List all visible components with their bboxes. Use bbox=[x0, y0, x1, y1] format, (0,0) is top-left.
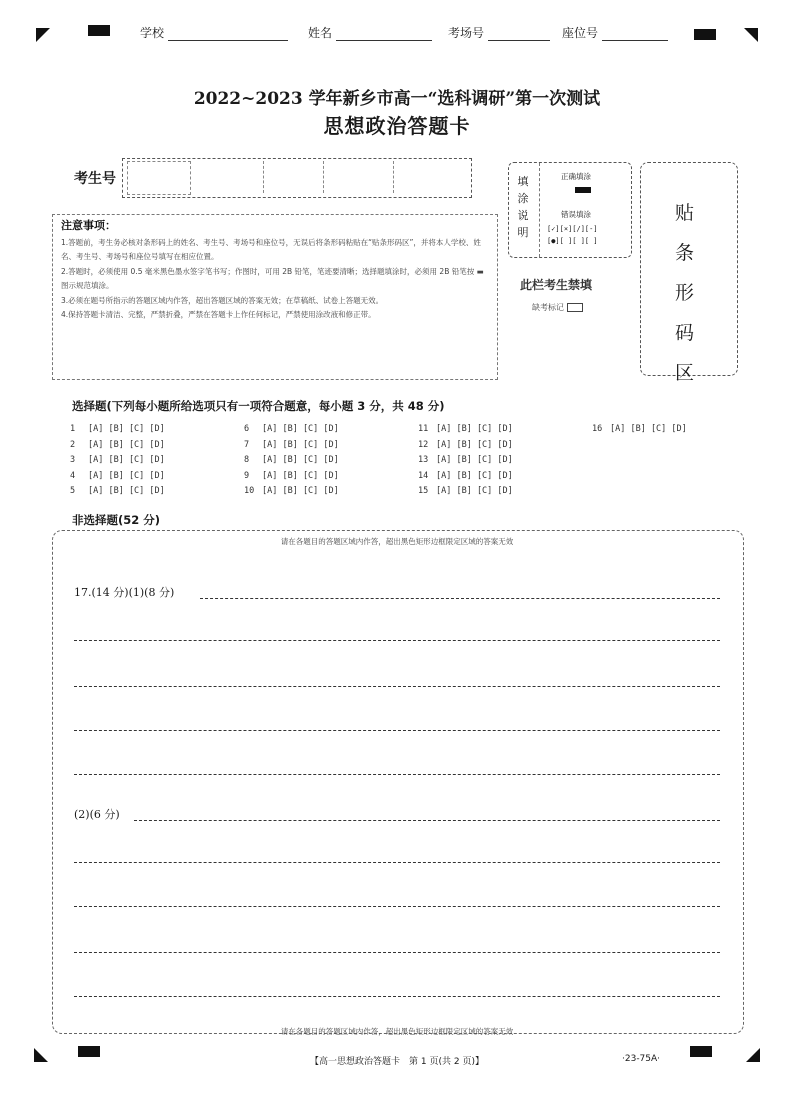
mc-options[interactable]: [A] [B] [C] [D] bbox=[436, 486, 513, 496]
mc-question-number: 13 bbox=[418, 455, 429, 465]
answer-line[interactable] bbox=[74, 952, 720, 953]
answer-line[interactable] bbox=[200, 598, 720, 599]
school-label: 学校 bbox=[140, 26, 165, 40]
mc-options[interactable]: [A] [B] [C] [D] bbox=[436, 470, 513, 481]
seat-blank[interactable] bbox=[602, 40, 668, 41]
mc-question-13[interactable] bbox=[418, 455, 513, 465]
barcode-char: 码 bbox=[675, 322, 695, 344]
mc-section-title: 选择题(下列每小题所给选项只有一项符合题意，每小题 3 分，共 48 分) bbox=[72, 399, 445, 413]
correct-fill-label: 正确填涂 bbox=[561, 172, 591, 181]
corner-mark-top-right bbox=[744, 28, 758, 42]
mc-question-12[interactable] bbox=[418, 440, 513, 450]
mc-question-7[interactable] bbox=[244, 440, 339, 450]
mc-options[interactable]: [A] [B] [C] [D] bbox=[88, 470, 165, 481]
mc-question-number: 4 bbox=[70, 470, 76, 481]
candidate-number-label: 考生号 bbox=[74, 171, 116, 187]
mc-question-number: 8 bbox=[244, 455, 250, 465]
fill-instructions-char: 填 bbox=[517, 175, 529, 188]
mc-question-number: 10 bbox=[244, 486, 255, 496]
mc-options[interactable]: [A] [B] [C] [D] bbox=[262, 424, 339, 434]
answer-line[interactable] bbox=[74, 862, 720, 863]
answer-line[interactable] bbox=[134, 820, 720, 821]
notice-item: 3.必须在题号所指示的答题区域内作答，超出答题区域的答案无效；在草稿纸、试卷上答题无效。 bbox=[61, 295, 384, 305]
barcode-area bbox=[640, 162, 738, 384]
mc-question-10[interactable] bbox=[244, 486, 339, 496]
exam-room-field[interactable] bbox=[448, 24, 550, 41]
mc-question-number: 5 bbox=[70, 486, 76, 496]
absent-mark-box[interactable] bbox=[567, 303, 583, 312]
mc-question-number: 1 bbox=[70, 424, 76, 434]
timing-mark bbox=[694, 29, 716, 40]
mc-question-5[interactable] bbox=[70, 486, 165, 496]
mc-question-11[interactable] bbox=[418, 424, 513, 434]
mc-question-number: 15 bbox=[418, 486, 429, 496]
mc-options[interactable]: [A] [B] [C] [D] bbox=[88, 486, 165, 496]
answer-line[interactable] bbox=[74, 730, 720, 731]
mc-options[interactable]: [A] [B] [C] [D] bbox=[436, 439, 513, 450]
barcode-char: 贴 bbox=[675, 202, 695, 224]
mc-options[interactable]: [A] [B] [C] [D] bbox=[88, 439, 165, 450]
mc-options[interactable]: [A] [B] [C] [D] bbox=[262, 470, 339, 481]
mc-question-number: 9 bbox=[244, 470, 250, 481]
corner-mark-top-left bbox=[36, 28, 50, 42]
notice-item: 2.答题时，必须使用 0.5 毫米黑色墨水签字笔书写；作图时，可用 2B 铅笔，笔迹要清晰；选择题填涂时，必须用 2B 铅笔按 ▬ 图示规范填涂。 bbox=[61, 266, 484, 290]
mc-question-number: 11 bbox=[418, 424, 429, 434]
name-field[interactable] bbox=[308, 24, 432, 41]
barcode-char: 形 bbox=[675, 282, 695, 304]
mc-question-1[interactable] bbox=[70, 424, 165, 434]
mc-question-6[interactable] bbox=[244, 424, 339, 434]
fill-instructions-box bbox=[508, 162, 632, 258]
notice-title: 注意事项： bbox=[61, 219, 116, 232]
answer-line[interactable] bbox=[74, 906, 720, 907]
exam-room-label: 考场号 bbox=[448, 26, 485, 40]
mc-options[interactable]: [A] [B] [C] [D] bbox=[88, 424, 165, 434]
exam-title: 2022~2023 学年新乡市高一“选科调研”第一次测试 bbox=[193, 89, 601, 109]
mc-question-number: 16 bbox=[592, 424, 603, 434]
mc-question-3[interactable] bbox=[70, 455, 165, 465]
school-field[interactable] bbox=[140, 24, 288, 41]
exam-room-blank[interactable] bbox=[488, 40, 550, 41]
mc-question-14[interactable] bbox=[418, 471, 513, 481]
absent-title: 此栏考生禁填 bbox=[520, 278, 593, 292]
q17-label: 17.(14 分)(1)(8 分) bbox=[74, 586, 175, 599]
answer-line[interactable] bbox=[74, 996, 720, 997]
mc-options[interactable]: [A] [B] [C] [D] bbox=[88, 455, 165, 465]
school-blank[interactable] bbox=[168, 40, 288, 41]
mc-options[interactable]: [A] [B] [C] [D] bbox=[262, 455, 339, 465]
answer-line[interactable] bbox=[74, 774, 720, 775]
barcode-char: 条 bbox=[675, 242, 695, 264]
barcode-char: 区 bbox=[675, 362, 695, 384]
mc-options[interactable]: [A] [B] [C] [D] bbox=[262, 439, 339, 450]
seat-field[interactable] bbox=[562, 24, 668, 41]
mc-options[interactable]: [A] [B] [C] [D] bbox=[610, 424, 687, 434]
answer-line[interactable] bbox=[74, 640, 720, 641]
wrong-fill-label: 错误填涂 bbox=[561, 210, 591, 219]
name-label: 姓名 bbox=[308, 26, 333, 40]
mc-options[interactable]: [A] [B] [C] [D] bbox=[436, 424, 513, 434]
footer-code: ·23-75A· bbox=[622, 1054, 661, 1064]
answer-box[interactable] bbox=[52, 530, 744, 1034]
sheet-title: 思想政治答题卡 bbox=[323, 114, 471, 138]
mc-question-9[interactable] bbox=[244, 471, 339, 481]
notice-panel bbox=[52, 214, 498, 380]
mc-question-16[interactable] bbox=[592, 424, 687, 434]
mc-question-number: 2 bbox=[70, 439, 76, 450]
notice-item: 4.保持答题卡清洁、完整，严禁折叠，严禁在答题卡上作任何标记，严禁使用涂改液和修正带。 bbox=[61, 310, 376, 319]
seat-label: 座位号 bbox=[562, 26, 599, 40]
fill-instructions-char: 涂 bbox=[517, 192, 529, 205]
mc-question-number: 7 bbox=[244, 439, 250, 450]
mc-question-8[interactable] bbox=[244, 455, 339, 465]
timing-mark bbox=[88, 25, 110, 36]
absent-mark-label: 缺考标记 bbox=[532, 302, 583, 313]
mc-question-15[interactable] bbox=[418, 486, 513, 496]
fill-instructions-char: 说 bbox=[517, 209, 529, 222]
wrong-fill-samples: [✓][×][/][-] [●][ ][ ][ ] bbox=[547, 225, 598, 245]
correct-fill-sample bbox=[575, 187, 591, 193]
warning-top: 请在各题目的答题区域内作答，超出黑色矩形边框限定区域的答案无效 bbox=[280, 537, 514, 546]
nonmc-section-title: 非选择题(52 分) bbox=[72, 513, 161, 527]
q17-2-label: (2)(6 分) bbox=[74, 808, 120, 821]
fill-instructions-char: 明 bbox=[517, 226, 529, 239]
mc-question-4[interactable] bbox=[70, 471, 165, 481]
mc-question-number: 12 bbox=[418, 439, 429, 450]
warning-bottom: 请在各题目的答题区域内作答，超出黑色矩形边框限定区域的答案无效 bbox=[280, 1027, 514, 1036]
mc-question-2[interactable] bbox=[70, 440, 165, 450]
footer-page-info: 【高一思想政治答题卡 第 1 页(共 2 页)】 bbox=[310, 1057, 484, 1067]
answer-line[interactable] bbox=[74, 686, 720, 687]
notice-item: 1.答题前，考生务必核对条形码上的姓名、考生号、考场号和座位号，无误后将条形码粘贴在“贴条形码区”，并将本人学校、姓名、考生号、考场号和座位号填写在相应位置。 bbox=[61, 237, 481, 261]
mc-question-number: 14 bbox=[418, 470, 429, 481]
mc-options[interactable]: [A] [B] [C] [D] bbox=[262, 486, 339, 496]
name-blank[interactable] bbox=[336, 40, 432, 41]
mc-options[interactable]: [A] [B] [C] [D] bbox=[436, 455, 513, 465]
mc-question-number: 6 bbox=[244, 424, 250, 434]
mc-question-number: 3 bbox=[70, 455, 76, 465]
candidate-number-box[interactable] bbox=[122, 158, 472, 198]
